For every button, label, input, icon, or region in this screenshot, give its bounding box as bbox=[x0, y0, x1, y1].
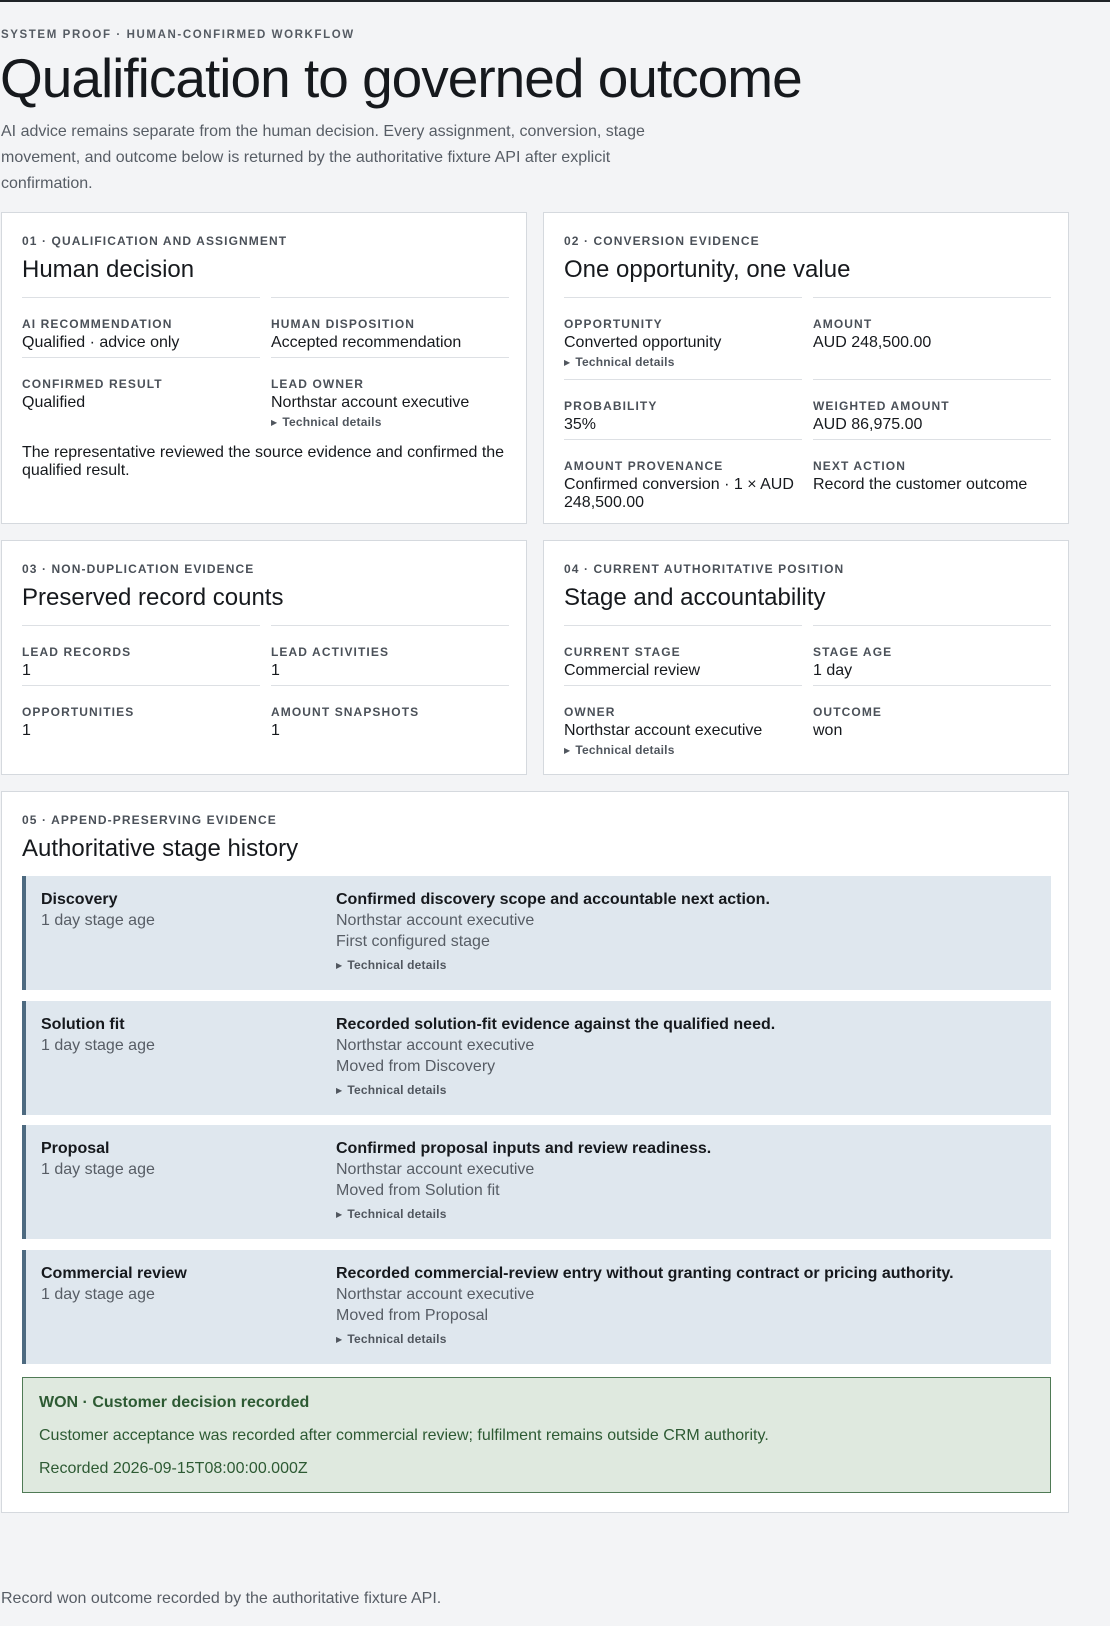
card-kicker: 05 · APPEND-PRESERVING EVIDENCE bbox=[22, 813, 277, 827]
history-stage-age: 1 day stage age bbox=[41, 1037, 155, 1054]
technical-details-label: Technical details bbox=[575, 355, 675, 369]
opportunity-field bbox=[564, 297, 802, 379]
field-label: LEAD OWNER bbox=[271, 377, 364, 391]
disclosure-triangle-icon: ▶ bbox=[336, 1210, 343, 1219]
history-entry bbox=[22, 1250, 1051, 1364]
field-value: Record the customer outcome bbox=[813, 476, 1028, 493]
technical-details-label: Technical details bbox=[347, 958, 447, 972]
outcome-text: Customer acceptance was recorded after commercial review; fulfilment remains outside CRM authority. bbox=[39, 1427, 769, 1444]
history-card bbox=[1, 791, 1069, 1513]
field-label: OWNER bbox=[564, 705, 616, 719]
technical-details-label: Technical details bbox=[347, 1207, 447, 1221]
technical-details-toggle[interactable] bbox=[336, 1207, 447, 1221]
ai-recommendation-field bbox=[22, 297, 260, 357]
field-label: AMOUNT SNAPSHOTS bbox=[271, 705, 420, 719]
amount-snapshots-field bbox=[271, 685, 509, 755]
disclosure-triangle-icon: ▶ bbox=[336, 961, 343, 970]
history-owner: Northstar account executive bbox=[336, 1161, 535, 1178]
conversion-card bbox=[543, 212, 1069, 524]
lead-records-field bbox=[22, 625, 260, 685]
field-label: AMOUNT bbox=[813, 317, 873, 331]
field-label: LEAD RECORDS bbox=[22, 645, 132, 659]
disclosure-triangle-icon: ▶ bbox=[336, 1335, 343, 1344]
technical-details-toggle[interactable] bbox=[564, 743, 675, 757]
outcome-timestamp: Recorded 2026-09-15T08:00:00.000Z bbox=[39, 1460, 308, 1477]
card-title: One opportunity, one value bbox=[564, 256, 851, 283]
technical-details-toggle[interactable] bbox=[336, 1083, 447, 1097]
field-value: 1 day bbox=[813, 662, 853, 679]
status-message: Record won outcome recorded by the authoritative fixture API. bbox=[1, 1590, 442, 1607]
field-value: Converted opportunity bbox=[564, 334, 722, 351]
field-label: WEIGHTED AMOUNT bbox=[813, 399, 950, 413]
amount-provenance-field bbox=[564, 439, 802, 519]
field-label: CURRENT STAGE bbox=[564, 645, 681, 659]
field-value: AUD 86,975.00 bbox=[813, 416, 923, 433]
technical-details-toggle[interactable] bbox=[271, 415, 382, 429]
history-owner: Northstar account executive bbox=[336, 912, 535, 929]
field-label: HUMAN DISPOSITION bbox=[271, 317, 416, 331]
technical-details-toggle[interactable] bbox=[564, 355, 675, 369]
human-disposition-field bbox=[271, 297, 509, 357]
field-value: Confirmed conversion · 1 × AUD 248,500.00 bbox=[564, 476, 794, 511]
history-owner: Northstar account executive bbox=[336, 1286, 535, 1303]
position-card bbox=[543, 540, 1069, 775]
history-movement: First configured stage bbox=[336, 933, 490, 950]
next-action-field bbox=[813, 439, 1051, 519]
history-stage: Discovery bbox=[41, 891, 118, 908]
field-label: OUTCOME bbox=[813, 705, 883, 719]
field-label: OPPORTUNITIES bbox=[22, 705, 135, 719]
disclosure-triangle-icon: ▶ bbox=[336, 1086, 343, 1095]
history-movement: Moved from Proposal bbox=[336, 1307, 489, 1324]
disclosure-triangle-icon: ▶ bbox=[564, 358, 571, 367]
current-stage-field bbox=[564, 625, 802, 685]
field-value: 1 bbox=[22, 662, 31, 679]
field-value: Commercial review bbox=[564, 662, 701, 679]
qualification-note: The representative reviewed the source evidence and confirmed the qualified result. bbox=[22, 444, 505, 479]
outcome-field bbox=[813, 685, 1051, 765]
confirmed-result-field bbox=[22, 357, 260, 437]
history-summary: Recorded commercial-review entry without granting contract or pricing authority. bbox=[336, 1265, 954, 1282]
technical-details-label: Technical details bbox=[347, 1332, 447, 1346]
field-value: Qualified bbox=[22, 394, 86, 411]
history-summary: Confirmed proposal inputs and review readiness. bbox=[336, 1140, 712, 1157]
field-value: Accepted recommendation bbox=[271, 334, 462, 351]
field-label: LEAD ACTIVITIES bbox=[271, 645, 390, 659]
disclosure-triangle-icon: ▶ bbox=[271, 418, 278, 427]
technical-details-label: Technical details bbox=[347, 1083, 447, 1097]
field-value: 35% bbox=[564, 416, 597, 433]
lead-activities-field bbox=[271, 625, 509, 685]
field-value: Northstar account executive bbox=[271, 394, 470, 411]
field-value: Qualified · advice only bbox=[22, 334, 180, 351]
field-label: NEXT ACTION bbox=[813, 459, 906, 473]
page-eyebrow: SYSTEM PROOF · HUMAN-CONFIRMED WORKFLOW bbox=[1, 29, 355, 41]
outcome-banner bbox=[22, 1377, 1051, 1493]
history-stage-age: 1 day stage age bbox=[41, 1286, 155, 1303]
history-stage: Proposal bbox=[41, 1140, 110, 1157]
field-value: AUD 248,500.00 bbox=[813, 334, 932, 351]
card-kicker: 02 · CONVERSION EVIDENCE bbox=[564, 234, 760, 248]
page-lede: AI advice remains separate from the human decision. Every assignment, conversion, stage movement, and outcome below is returned by the authoritative fixture API after explicit confirmation. bbox=[1, 123, 645, 192]
technical-details-toggle[interactable] bbox=[336, 1332, 447, 1346]
card-title: Preserved record counts bbox=[22, 584, 284, 611]
stage-age-field bbox=[813, 625, 1051, 685]
history-stage: Commercial review bbox=[41, 1265, 187, 1282]
field-value: won bbox=[813, 722, 843, 739]
technical-details-label: Technical details bbox=[282, 415, 382, 429]
field-value: 1 bbox=[271, 722, 280, 739]
technical-details-toggle[interactable] bbox=[336, 958, 447, 972]
card-title: Stage and accountability bbox=[564, 584, 826, 611]
opportunities-field bbox=[22, 685, 260, 755]
field-label: OPPORTUNITY bbox=[564, 317, 663, 331]
field-label: PROBABILITY bbox=[564, 399, 658, 413]
lead-owner-field bbox=[271, 357, 509, 437]
field-label: AI RECOMMENDATION bbox=[22, 317, 173, 331]
card-kicker: 03 · NON-DUPLICATION EVIDENCE bbox=[22, 562, 255, 576]
card-kicker: 01 · QUALIFICATION AND ASSIGNMENT bbox=[22, 234, 288, 248]
duplication-card bbox=[1, 540, 527, 775]
history-summary: Recorded solution-fit evidence against the qualified need. bbox=[336, 1016, 776, 1033]
card-kicker: 04 · CURRENT AUTHORITATIVE POSITION bbox=[564, 562, 845, 576]
history-stage: Solution fit bbox=[41, 1016, 125, 1033]
history-summary: Confirmed discovery scope and accountable next action. bbox=[336, 891, 770, 908]
disclosure-triangle-icon: ▶ bbox=[564, 746, 571, 755]
field-value: 1 bbox=[22, 722, 31, 739]
history-entry bbox=[22, 1125, 1051, 1239]
top-rule bbox=[0, 0, 1110, 2]
field-value: Northstar account executive bbox=[564, 722, 763, 739]
field-label: CONFIRMED RESULT bbox=[22, 377, 163, 391]
owner-field bbox=[564, 685, 802, 765]
field-label: AMOUNT PROVENANCE bbox=[564, 459, 724, 473]
history-movement: Moved from Discovery bbox=[336, 1058, 496, 1075]
qualification-card bbox=[1, 212, 527, 524]
history-entry bbox=[22, 1001, 1051, 1115]
weighted-amount-field bbox=[813, 379, 1051, 439]
history-stage-age: 1 day stage age bbox=[41, 912, 155, 929]
outcome-title: WON · Customer decision recorded bbox=[39, 1394, 310, 1411]
field-label: STAGE AGE bbox=[813, 645, 893, 659]
probability-field bbox=[564, 379, 802, 439]
history-stage-age: 1 day stage age bbox=[41, 1161, 155, 1178]
field-value: 1 bbox=[271, 662, 280, 679]
history-owner: Northstar account executive bbox=[336, 1037, 535, 1054]
card-title: Human decision bbox=[22, 256, 195, 283]
technical-details-label: Technical details bbox=[575, 743, 675, 757]
history-entry bbox=[22, 876, 1051, 990]
card-title: Authoritative stage history bbox=[22, 835, 299, 862]
history-movement: Moved from Solution fit bbox=[336, 1182, 500, 1199]
amount-field bbox=[813, 297, 1051, 379]
page-title: Qualification to governed outcome bbox=[0, 47, 802, 109]
